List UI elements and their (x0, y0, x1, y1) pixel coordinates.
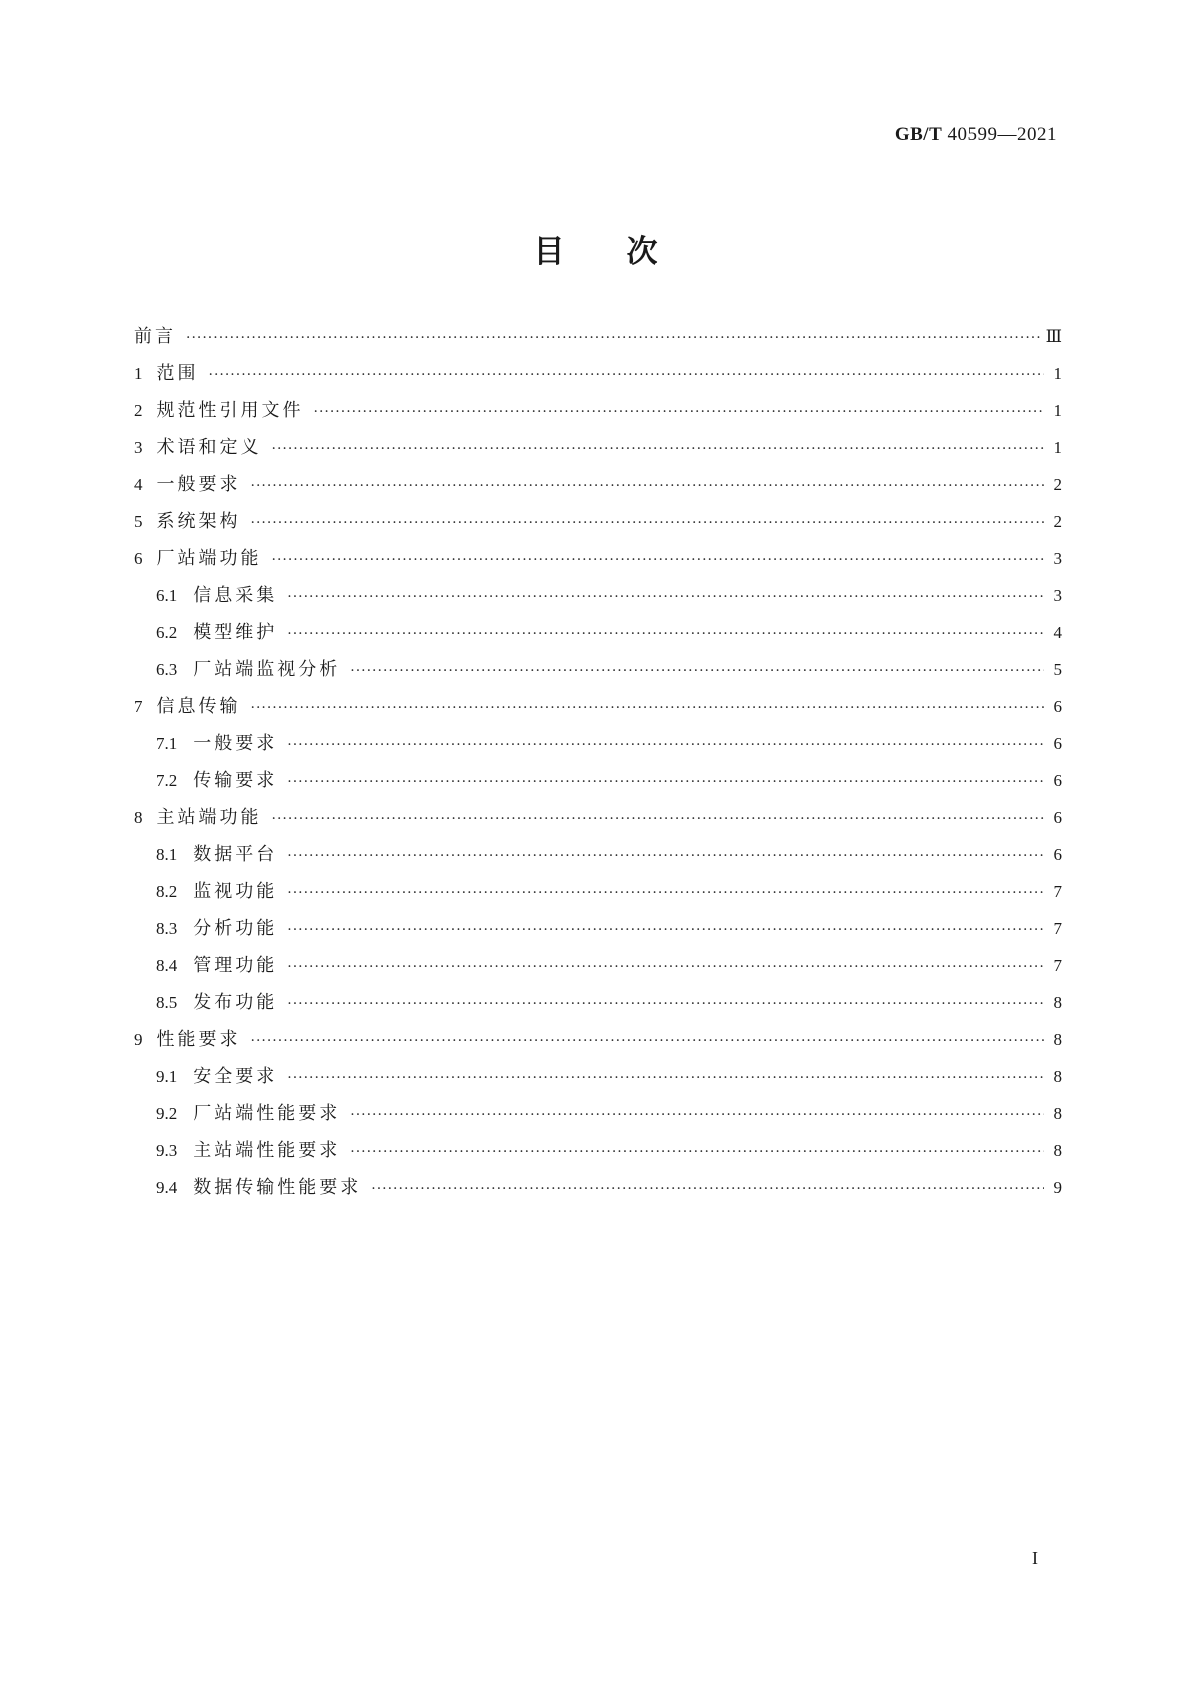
toc-entry-page: 8 (1053, 1030, 1062, 1049)
toc-leader-dots (251, 515, 1045, 531)
standard-code: 40599—2021 (947, 124, 1057, 145)
toc-leader-dots (287, 626, 1044, 642)
toc-entry-title: 前言 (134, 326, 176, 347)
toc-entry-title: 一般要求 (193, 733, 278, 754)
toc-entry-page: 6 (1053, 771, 1062, 790)
toc-entry-title: 术语和定义 (156, 437, 262, 458)
toc-entry-title: 一般要求 (156, 474, 241, 495)
toc-entry-number: 8.4 (156, 956, 178, 975)
toc-leader-dots (209, 367, 1045, 383)
toc-entry-title: 主站端功能 (156, 807, 262, 828)
toc-entry-title: 监视功能 (193, 881, 278, 902)
toc-entry-number: 6.3 (156, 660, 178, 679)
toc-leader-dots (251, 1033, 1045, 1049)
toc-entry-title: 厂站端监视分析 (193, 659, 341, 680)
toc-entry-title: 规范性引用文件 (156, 400, 304, 421)
page-title: 目次 (533, 234, 720, 270)
toc-entry-page: 6 (1053, 734, 1062, 753)
toc-entry-page: 9 (1053, 1178, 1062, 1197)
toc-entry-title: 性能要求 (156, 1029, 241, 1050)
toc-leader-dots (287, 885, 1044, 901)
toc-entry[interactable] (134, 322, 1062, 359)
toc-entry-title: 数据传输性能要求 (193, 1177, 362, 1198)
toc-entry-number: 9.3 (156, 1141, 178, 1160)
toc-entry-page: 6 (1053, 697, 1062, 716)
toc-entry-number: 2 (134, 401, 143, 420)
toc-entry[interactable] (134, 618, 1062, 655)
toc-entry-title: 系统架构 (156, 511, 241, 532)
toc-entry-number: 7 (134, 697, 143, 716)
toc-entry[interactable] (134, 396, 1062, 433)
toc-leader-dots (287, 848, 1044, 864)
toc-entry-title: 模型维护 (193, 622, 278, 643)
toc-entry-page: 8 (1053, 1104, 1062, 1123)
toc-entry-title: 管理功能 (193, 955, 278, 976)
toc-entry-title: 主站端性能要求 (193, 1140, 341, 1161)
toc-leader-dots (350, 663, 1044, 679)
toc-entry-number: 6 (134, 549, 143, 568)
toc-entry-number: 8.5 (156, 993, 178, 1012)
toc-entry-title: 厂站端功能 (156, 548, 262, 569)
toc-entry-number: 9.2 (156, 1104, 178, 1123)
toc-entry[interactable] (134, 1099, 1062, 1136)
toc-entry[interactable] (134, 581, 1062, 618)
toc-entry[interactable] (134, 655, 1062, 692)
standard-prefix: GB/T (894, 124, 943, 145)
toc-entry[interactable] (134, 877, 1062, 914)
toc-entry-number: 4 (134, 475, 143, 494)
toc-leader-dots (287, 959, 1044, 975)
toc-entry-page: 3 (1053, 549, 1062, 568)
toc-entry[interactable] (134, 359, 1062, 396)
toc-entry-title: 信息传输 (156, 696, 241, 717)
toc-entry-number: 7.2 (156, 771, 178, 790)
toc-entry-title: 安全要求 (193, 1066, 278, 1087)
toc-entry[interactable] (134, 692, 1062, 729)
toc-leader-dots (287, 737, 1044, 753)
toc-entry-page: 3 (1053, 586, 1062, 605)
toc-entry-number: 5 (134, 512, 143, 531)
toc-entry-title: 范围 (156, 363, 199, 384)
toc-entry-page: 1 (1053, 438, 1062, 457)
toc-entry-title: 分析功能 (193, 918, 278, 939)
table-of-contents (134, 322, 1062, 1210)
toc-entry-number: 8 (134, 808, 143, 827)
toc-entry-number: 9 (134, 1030, 143, 1049)
toc-leader-dots (272, 441, 1045, 457)
toc-leader-dots (272, 552, 1045, 568)
toc-entry-page: Ⅲ (1045, 327, 1062, 346)
toc-leader-dots (287, 774, 1044, 790)
toc-entry-page: 7 (1053, 956, 1062, 975)
toc-entry-number: 8.1 (156, 845, 178, 864)
toc-entry[interactable] (134, 1136, 1062, 1173)
toc-leader-dots (350, 1107, 1044, 1123)
toc-entry[interactable] (134, 433, 1062, 470)
toc-entry-page: 8 (1053, 993, 1062, 1012)
toc-entry-number: 3 (134, 438, 143, 457)
toc-entry-page: 4 (1053, 623, 1062, 642)
toc-entry[interactable] (134, 470, 1062, 507)
toc-entry-number: 6.2 (156, 623, 178, 642)
toc-entry-title: 信息采集 (193, 585, 278, 606)
toc-entry[interactable] (134, 1062, 1062, 1099)
toc-entry[interactable] (134, 507, 1062, 544)
toc-leader-dots (314, 404, 1045, 420)
toc-entry-page: 7 (1053, 919, 1062, 938)
toc-entry[interactable] (134, 1025, 1062, 1062)
toc-leader-dots (186, 330, 1040, 346)
toc-entry-page: 6 (1053, 808, 1062, 827)
toc-entry-page: 1 (1053, 364, 1062, 383)
toc-leader-dots (287, 1070, 1044, 1086)
toc-entry-title: 数据平台 (193, 844, 278, 865)
toc-leader-dots (287, 922, 1044, 938)
toc-leader-dots (251, 478, 1045, 494)
toc-entry[interactable] (134, 544, 1062, 581)
toc-entry-title: 传输要求 (193, 770, 278, 791)
toc-entry[interactable] (134, 766, 1062, 803)
toc-entry-page: 8 (1053, 1141, 1062, 1160)
toc-leader-dots (350, 1144, 1044, 1160)
toc-entry-number: 7.1 (156, 734, 178, 753)
toc-entry-number: 8.3 (156, 919, 178, 938)
toc-leader-dots (287, 996, 1044, 1012)
toc-leader-dots (272, 811, 1045, 827)
toc-entry-page: 8 (1053, 1067, 1062, 1086)
toc-entry[interactable] (134, 729, 1062, 766)
toc-entry-page: 6 (1053, 845, 1062, 864)
toc-entry-number: 9.4 (156, 1178, 178, 1197)
toc-leader-dots (251, 700, 1045, 716)
toc-leader-dots (371, 1181, 1044, 1197)
standard-number (895, 124, 1057, 146)
toc-entry[interactable] (134, 988, 1062, 1025)
toc-entry-page: 2 (1053, 512, 1062, 531)
toc-entry-title: 厂站端性能要求 (193, 1103, 341, 1124)
toc-entry-page: 5 (1053, 660, 1062, 679)
toc-entry[interactable] (134, 803, 1062, 840)
toc-entry-page: 7 (1053, 882, 1062, 901)
toc-entry-page: 1 (1053, 401, 1062, 420)
toc-leader-dots (287, 589, 1044, 605)
toc-entry[interactable] (134, 1173, 1062, 1210)
toc-entry[interactable] (134, 951, 1062, 988)
toc-entry[interactable] (134, 840, 1062, 877)
page-number: I (1032, 1548, 1038, 1568)
toc-entry[interactable] (134, 914, 1062, 951)
toc-entry-title: 发布功能 (193, 992, 278, 1013)
toc-entry-number: 8.2 (156, 882, 178, 901)
toc-entry-number: 1 (134, 364, 143, 383)
toc-entry-number: 9.1 (156, 1067, 178, 1086)
toc-entry-number: 6.1 (156, 586, 178, 605)
toc-entry-page: 2 (1053, 475, 1062, 494)
